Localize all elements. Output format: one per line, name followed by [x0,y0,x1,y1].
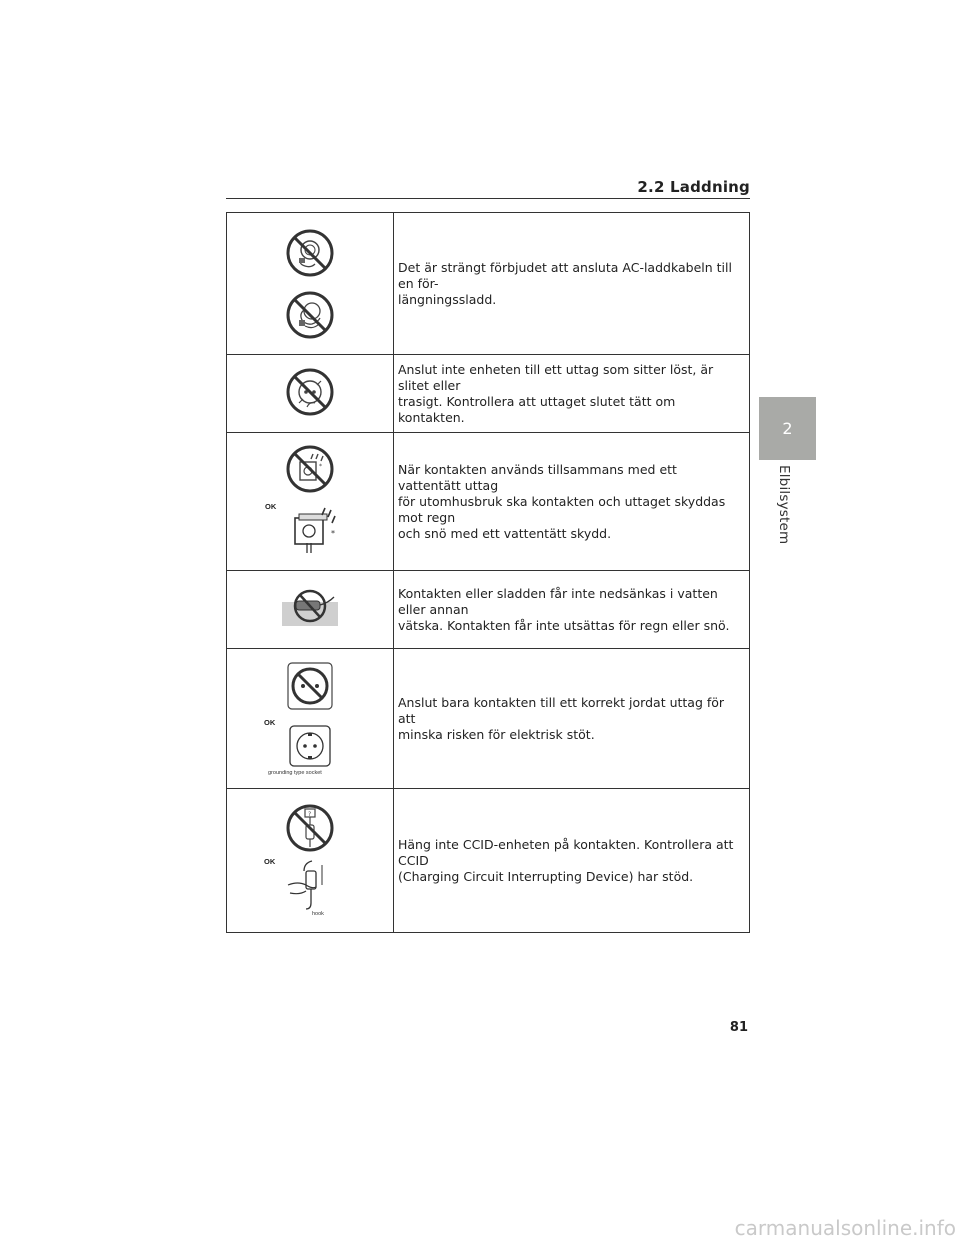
no-hanging-ccid-icon [285,803,335,853]
no-loose-socket-icon [285,367,335,417]
row-text: Kontakten eller sladden får inte nedsänkas i vatten eller annan vätska. Kontakten får inte utsättas för regn eller snö. [394,571,750,649]
table-row [227,789,750,933]
no-extension-cord-icon [285,228,335,278]
grounding-socket-caption: grounding type socket [268,769,322,776]
chapter-label: Elbilsystem [776,465,792,545]
ok-label: OK [264,856,276,866]
no-ungrounded-socket-icon [285,660,335,712]
no-submerge-icon [282,588,338,628]
ok-label: OK [265,501,277,511]
icon-cell [227,649,394,789]
chapter-tab [759,397,816,460]
hook-support-icon [282,857,338,913]
table-row [227,649,750,789]
svg-text:*: * [319,462,322,470]
icon-cell [227,213,394,355]
watermark[interactable]: carmanualsonline.info [734,1216,956,1240]
table-row [227,571,750,649]
table-row [227,355,750,433]
svg-text:*: * [331,528,335,538]
grounded-socket-icon [288,724,332,768]
hook-caption: hook [312,910,324,917]
icon-cell [227,433,394,571]
no-cord-reel-icon [285,290,335,340]
row-text: Det är strängt förbjudet att ansluta AC-laddkabeln till en för- längningssladd. [394,213,750,355]
table-row [227,213,750,355]
row-text: Anslut inte enheten till ett uttag som sitter löst, är slitet eller trasigt. Kontrollera att uttaget slutet tätt om kontakten. [394,355,750,433]
row-text: Häng inte CCID-enheten på kontakten. Kontrollera att CCID (Charging Circuit Interrupting Device) har stöd. [394,789,750,933]
page-number: 81 [729,1020,748,1035]
ok-label: OK [264,717,276,727]
section-title: 2.2 Laddning [637,178,750,196]
header-divider [226,198,750,199]
row-text: Anslut bara kontakten till ett korrekt jordat uttag för att minska risken för elektrisk stöt. [394,649,750,789]
chapter-number: 2 [782,419,793,438]
svg-text:?: ? [308,810,312,818]
table-row [227,433,750,571]
icon-cell [227,789,394,933]
waterproof-outlet-icon [287,502,343,558]
warning-table [226,212,750,933]
icon-cell [227,355,394,433]
row-text: När kontakten används tillsammans med ett vattentätt uttag för utomhusbruk ska kontakten och uttaget skyddas mot regn och snö med ett vattentätt skydd. [394,433,750,571]
no-rain-on-plug-icon [285,444,335,494]
icon-cell [227,571,394,649]
